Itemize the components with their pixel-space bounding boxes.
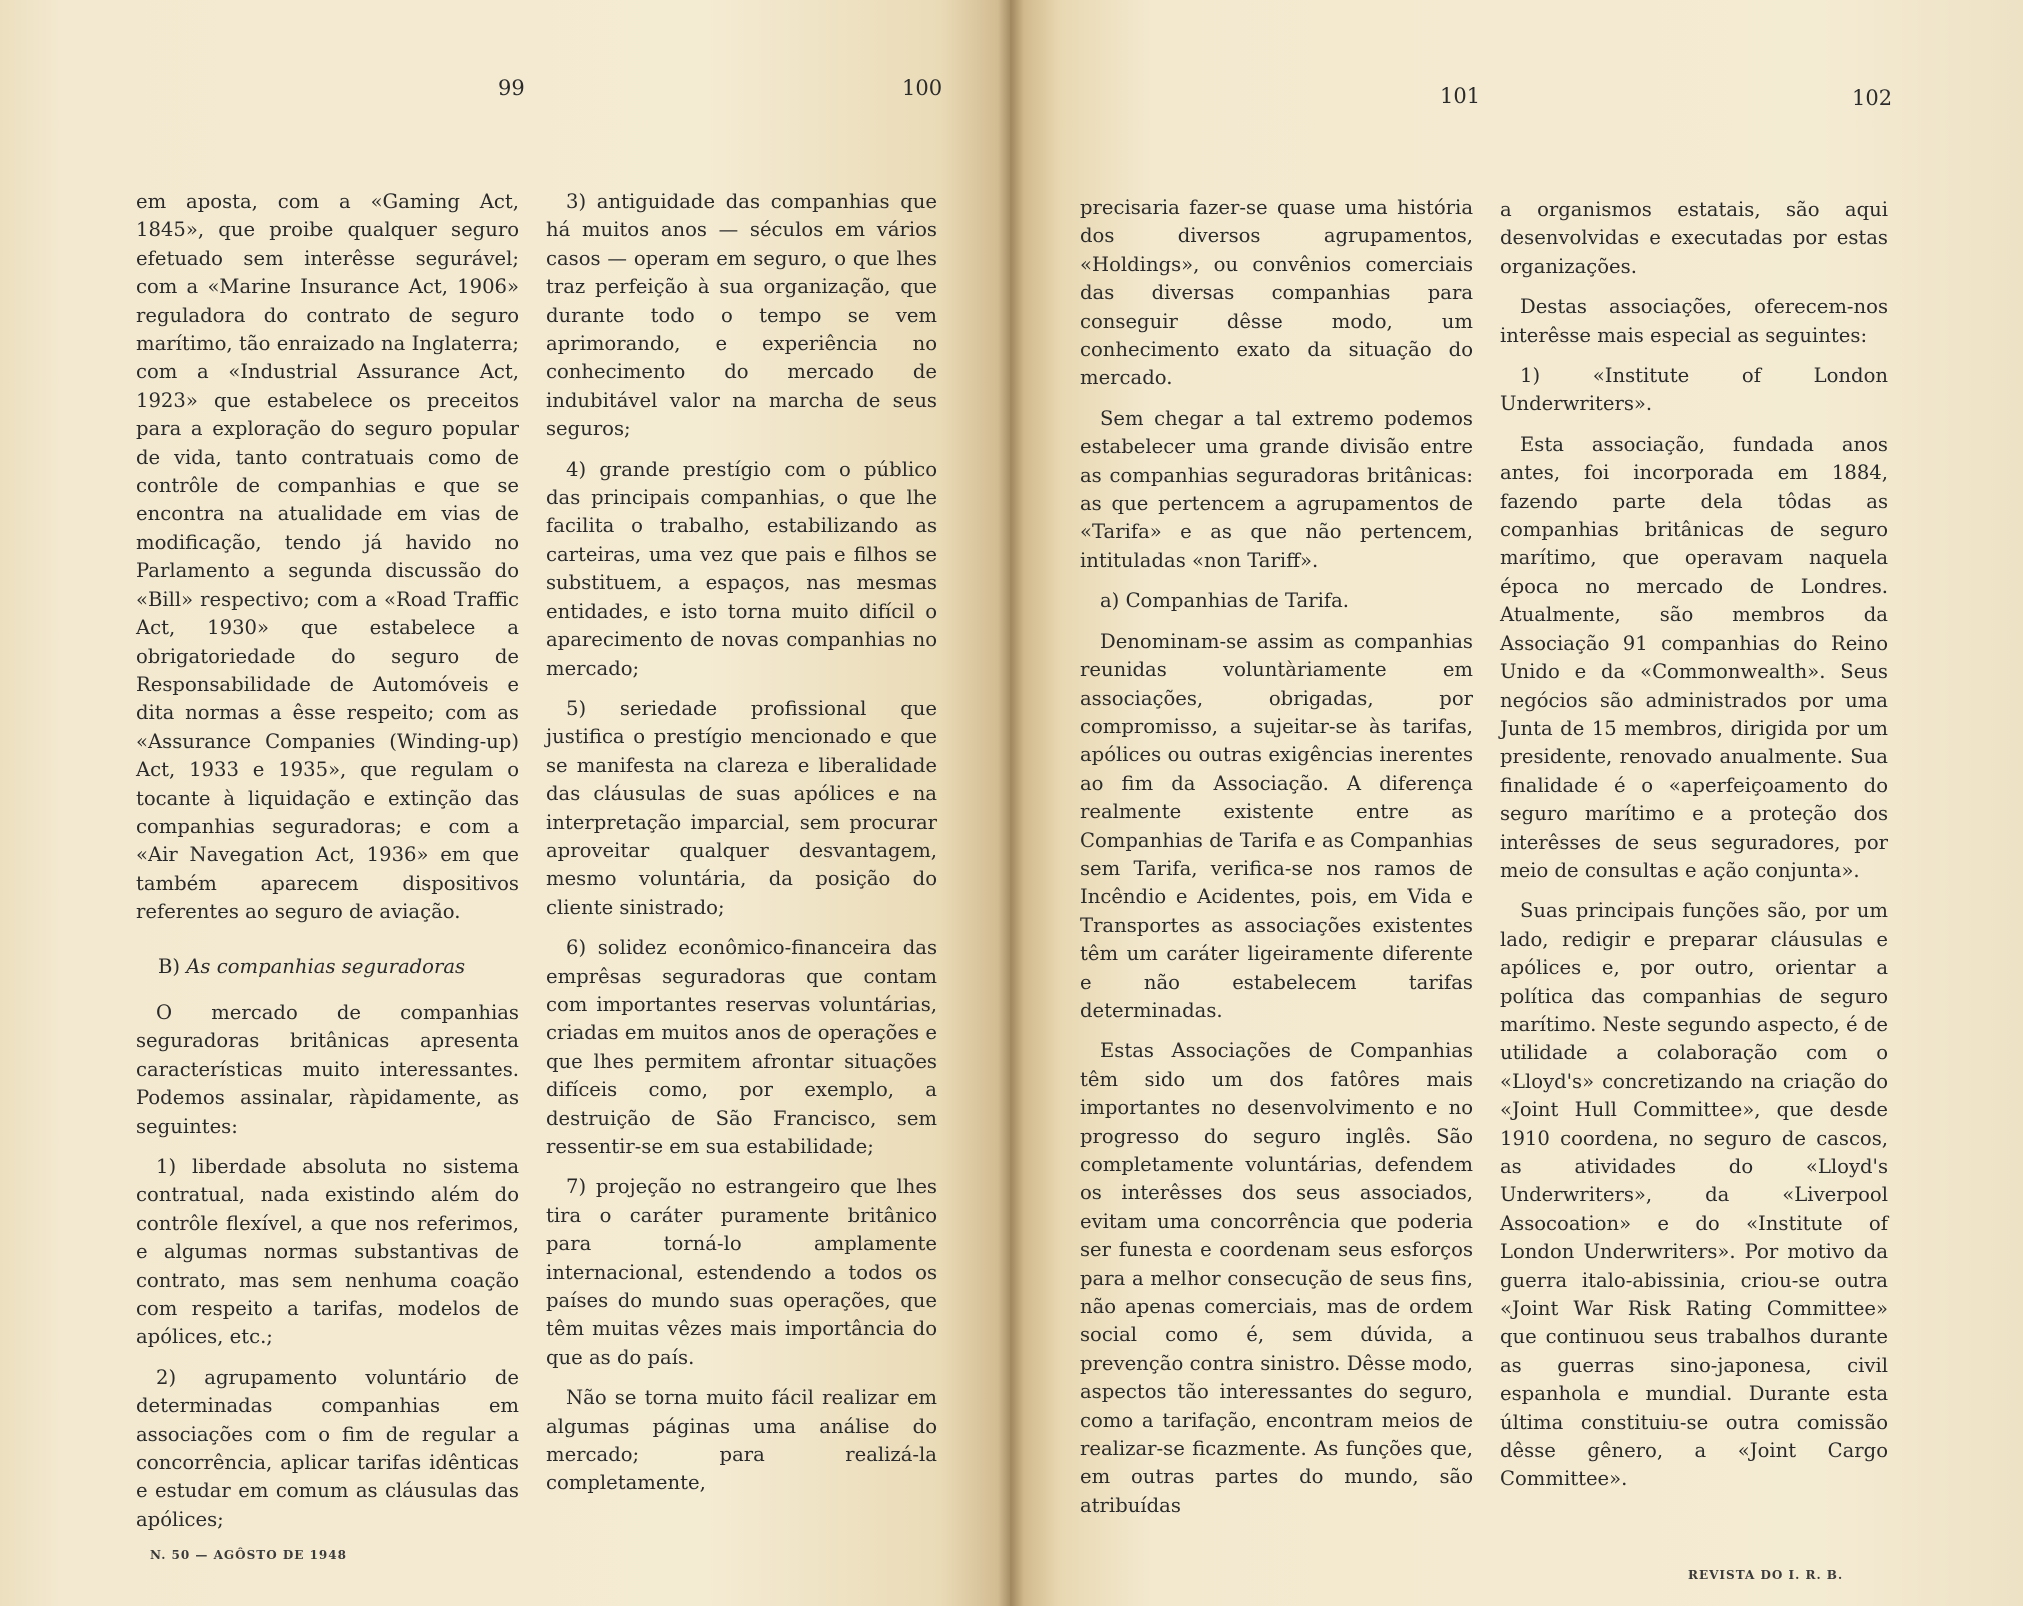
paragraph: Denominam-se assim as companhias reunidas voluntàriamente em associações, obrigadas, por compromisso, a sujeitar-se às tarifas, apólices ou outras exigências inerentes ao fim da Associação. A diferença realmente existente entre as Companhias de Tarifa e as Companhias sem Tarifa, verifica-se nos ramos de Incêndio e Acidentes, pois, em Vida e Transportes as associações existentes têm um caráter ligeiramente diferente e não estabelecem tarifas determinadas.: [1080, 629, 1473, 1022]
footer-journal: REVISTA DO I. R. B.: [1688, 1568, 1844, 1582]
paragraph: O mercado de companhias seguradoras britânicas apresenta características muito interessantes. Podemos assinalar, ràpidamente, as seguintes:: [136, 1000, 519, 1138]
list-item: 3) antiguidade das companhias que há muitos anos — séculos em vários casos — operam em seguro, o que lhes traz perfeição à sua organização, que durante todo o tempo se vem aprimorando, e experiência no conhecimento do mercado de indubitável valor na marcha de seus seguros;: [546, 190, 937, 441]
page-number-101: 101: [1440, 84, 1481, 108]
list-item: 4) grande prestígio com o público das principais companhias, o que lhe facilita o trabalho, estabilizando as carteiras, uma vez que pais e filhos se substituem, a espaços, nas mesmas entidades, e isto torna muito difícil o aparecimento de novas companhias no mercado;: [546, 457, 937, 680]
subsection-letter: a): [1100, 589, 1120, 613]
column-page-100: [546, 188, 937, 1510]
book-gutter: [998, 0, 1024, 1606]
subsection-heading: [1080, 587, 1473, 615]
list-item: 2) agrupamento voluntário de determinadas companhias em associações com o fim de regular a concorrência, aplicar tarifas idênticas e estudar em comum as cláusulas das apólices;: [136, 1365, 519, 1531]
paragraph: Suas principais funções são, por um lado, redigir e preparar cláusulas e apólices e, por outro, orientar a política das companhias de seguro marítimo. Neste segundo aspecto, é de utilidade a colaboração com o «Lloyd's» concretizando na criação do «Joint Hull Committee», que desde 1910 coordena, no seguro de cascos, as atividades do «Lloyd's Underwriters», da «Liverpool Assocoation» e do «Institute of London Underwriters». Por motivo da guerra italo-abissinia, criou-se outra «Joint War Risk Rating Committee» que continuou seus trabalhos durante as guerras sino-japonesa, civil espanhola e mundial. Durante esta última constituiu-se outra comissão dêsse gênero, a «Joint Cargo Committee».: [1500, 899, 1888, 1491]
section-heading: [136, 953, 519, 981]
paragraph: Sem chegar a tal extremo podemos estabelecer uma grande divisão entre as companhias seguradoras britânicas: as que pertencem a agrupamentos de «Tarifa» e as que não pertencem, intituladas «non Tariff».: [1080, 406, 1473, 572]
paragraph: a organismos estatais, são aqui desenvolvidas e executadas por estas organizações.: [1500, 198, 1888, 278]
paragraph: precisaria fazer-se quase uma história dos diversos agrupamentos, «Holdings», ou convênios comerciais das diversas companhias para conseguir dêsse modo, um conhecimento exato da situação do mercado.: [1080, 196, 1473, 390]
paragraph: em aposta, com a «Gaming Act, 1845», que proibe qualquer seguro efetuado sem interêsse segurável; com a «Marine Insurance Act, 1906» reguladora do contrato de seguro marítimo, tão enraizado na Inglaterra; com a «Industrial Assurance Act, 1923» que estabelece os preceitos para a exploração do seguro popular de vida, tanto contratuais como de contrôle de companhias e que se encontra na atualidade em vias de modificação, tendo já havido no Parlamento a segunda discussão do «Bill» respectivo; com a «Road Traffic Act, 1930» que estabelece a obrigatoriedade do seguro de Responsabilidade de Automóveis e dita normas a êsse respeito; com as «Assurance Companies (Winding-up) Act, 1933 e 1935», que regulam o tocante à liquidação e extinção das companhias seguradoras; e com a «Air Navegation Act, 1936» em que também aparecem dispositivos referentes ao seguro de aviação.: [136, 190, 519, 924]
list-item: 5) seriedade profissional que justifica o prestígio mencionado e que se manifesta na clareza e liberalidade das cláusulas de suas apólices e na interpretação imparcial, sem procurar aproveitar qualquer desvantagem, mesmo voluntária, da posição do cliente sinistrado;: [546, 696, 937, 919]
footer-issue: N. 50 — AGÔSTO DE 1948: [150, 1548, 347, 1562]
paragraph: Não se torna muito fácil realizar em algumas páginas uma análise do mercado; para realizá-la completamente,: [546, 1386, 937, 1495]
list-item: 1) liberdade absoluta no sistema contratual, nada existindo além do contrôle flexível, a que nos referimos, e algumas normas substantivas de contrato, mas sem nenhuma coação com respeito a tarifas, modelos de apólices, etc.;: [136, 1155, 519, 1349]
section-title: As companhias seguradoras: [186, 954, 466, 978]
list-item: 1) «Institute of London Underwriters».: [1500, 364, 1888, 416]
list-item: 6) solidez econômico-financeira das emprêsas seguradoras que contam com importantes reservas voluntárias, criadas em muitos anos de operações e que lhes permitem afrontar situações difíceis como, por exemplo, a destruição de São Francisco, sem ressentir-se em sua estabilidade;: [546, 936, 937, 1158]
column-page-101: [1080, 194, 1473, 1532]
column-page-99: [136, 188, 519, 1546]
column-page-102: [1500, 196, 1888, 1506]
paragraph: Destas associações, oferecem-nos interêsse mais especial as seguintes:: [1500, 295, 1888, 347]
list-item: 7) projeção no estrangeiro que lhes tira o caráter puramente britânico para torná-lo amplamente internacional, estendendo a todos os países do mundo suas operações, que têm muitas vêzes mais importância do que as do país.: [546, 1175, 937, 1369]
paragraph: Esta associação, fundada anos antes, foi incorporada em 1884, fazendo parte dela tôdas as companhias britânicas de seguro marítimo, que operavam naquela época no mercado de Londres. Atualmente, são membros da Associação 91 companhias do Reino Unido e da «Commonwealth». Seus negócios são administrados por uma Junta de 15 membros, dirigida por um presidente, renovado anualmente. Sua finalidade é o «aperfeiçoamento do seguro marítimo e a proteção dos interêsses de seus seguradores, por meio de consultas e ação conjunta».: [1500, 432, 1888, 882]
page-number-100: 100: [902, 76, 943, 100]
page-number-102: 102: [1852, 86, 1893, 110]
subsection-title: Companhias de Tarifa.: [1125, 589, 1350, 613]
paragraph: Estas Associações de Companhias têm sido um dos fatôres mais importantes no desenvolvimento e no progresso do seguro inglês. São completamente voluntárias, defendem os interêsses dos seus associados, evitam uma concorrência que poderia ser funesta e coordenam seus esforços para a melhor consecução de seus fins, não apenas comerciais, mas de ordem social como é, sem dúvida, a prevenção contra sinistro. Dêsse modo, aspectos tão interessantes do seguro, como a tarifação, encontram meios de realizar-se ficazmente. As funções que, em outras partes do mundo, são atribuídas: [1080, 1039, 1473, 1517]
section-letter: B): [158, 954, 181, 978]
page-number-99: 99: [498, 76, 525, 100]
